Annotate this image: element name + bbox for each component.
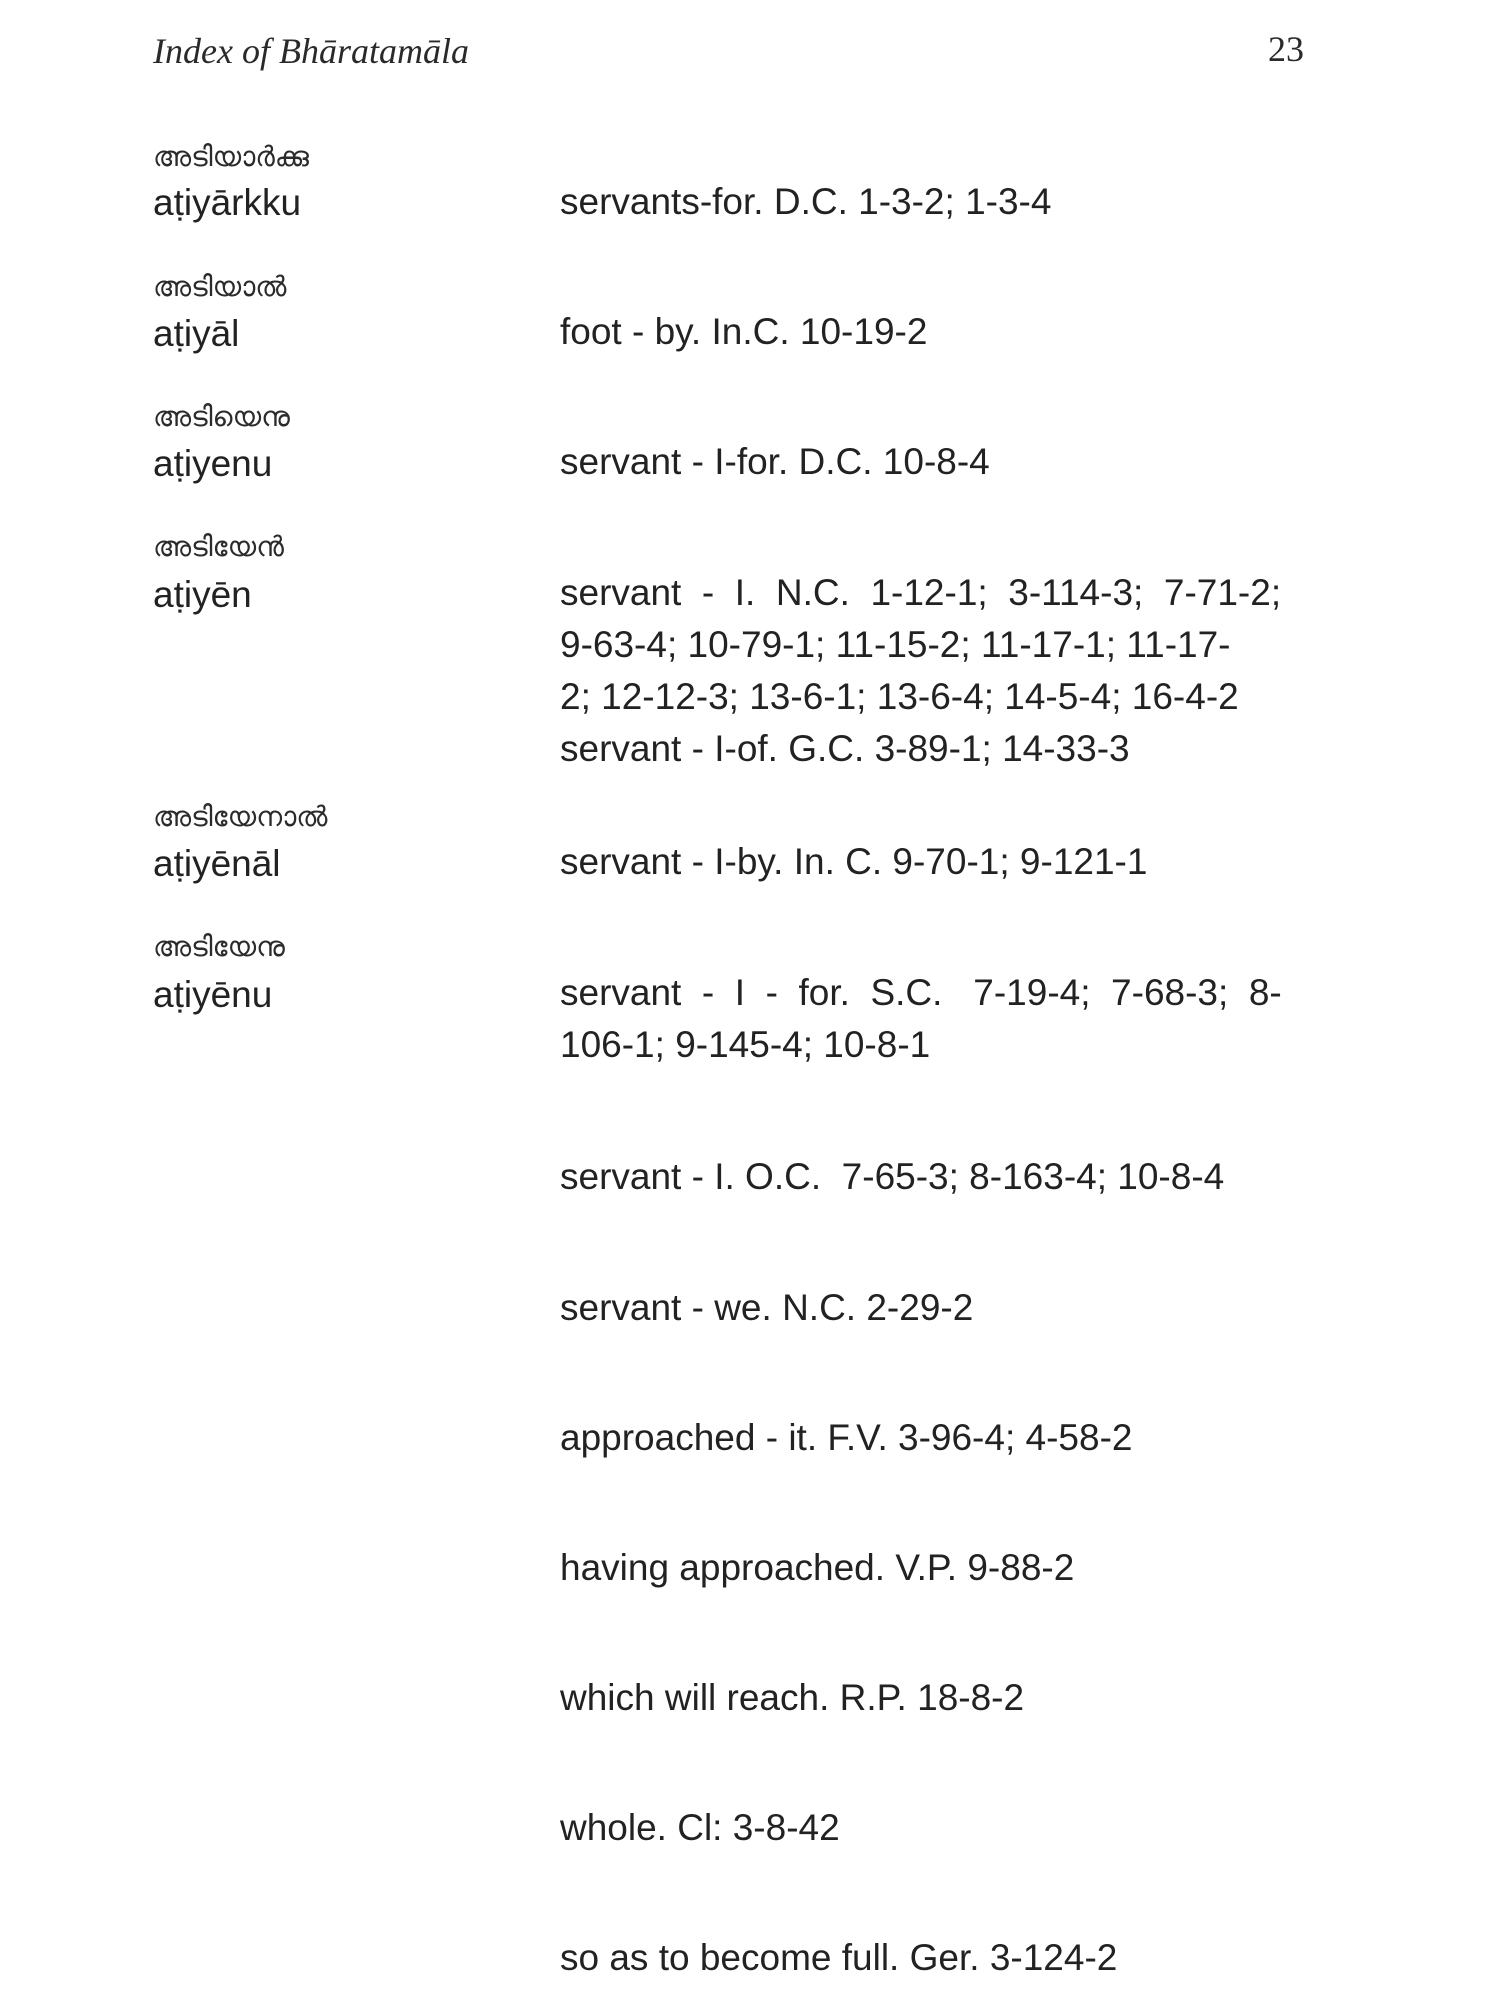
definition-line: servant - I. N.C. 1-12-1; 3-114-3; 7-71-2; — [560, 572, 1282, 613]
definition-line: having approached. V.P. 9-88-2 — [560, 1547, 1075, 1588]
definition-line: servant - we. N.C. 2-29-2 — [560, 1287, 974, 1328]
continued-definition-5 — [560, 1672, 1350, 1724]
definition-line: so as to become full. Ger. 3-124-2 — [560, 1937, 1118, 1978]
entry-5-malayalam: അടിയേനാൽ — [153, 800, 328, 833]
definition-line: 2; 12-12-3; 13-6-1; 13-6-4; 14-5-4; 16-4-2 — [560, 676, 1239, 717]
definition-line: whole. Cl: 3-8-42 — [560, 1807, 840, 1848]
definition-line: servant - I-for. D.C. 10-8-4 — [560, 441, 990, 482]
continued-definition-6 — [560, 1802, 1350, 1854]
definition-line: 106-1; 9-145-4; 10-8-1 — [560, 1024, 931, 1065]
entry-6-transliteration: aṭiyēnu — [153, 974, 273, 1015]
running-head-title: Index of Bhāratamāla — [153, 31, 469, 71]
continued-definition-4 — [560, 1542, 1350, 1594]
entry-4-transliteration: aṭiyēn — [153, 574, 252, 615]
entry-4-definition — [560, 567, 1350, 775]
page-number: 23 — [1268, 29, 1304, 69]
entry-2-transliteration: aṭiyāl — [153, 313, 240, 354]
entry-4-malayalam: അടിയേൻ — [153, 530, 284, 563]
entry-2-malayalam: അടിയാൽ — [153, 270, 287, 303]
continued-definition-2 — [560, 1282, 1350, 1334]
definition-line: approached - it. F.V. 3-96-4; 4-58-2 — [560, 1417, 1133, 1458]
entry-3-transliteration: aṭiyenu — [153, 443, 273, 484]
entry-1-malayalam: അടിയാർക്കു — [153, 140, 309, 173]
entry-3-definition — [560, 436, 1350, 488]
definition-line: servant - I. O.C. 7-65-3; 8-163-4; 10-8-4 — [560, 1156, 1225, 1197]
continued-definition-1 — [560, 1151, 1350, 1203]
definition-line: foot - by. In.C. 10-19-2 — [560, 311, 928, 352]
entry-5-transliteration: aṭiyēnāl — [153, 843, 281, 884]
definition-line: servant - I-of. G.C. 3-89-1; 14-33-3 — [560, 728, 1130, 769]
definition-line: 9-63-4; 10-79-1; 11-15-2; 11-17-1; 11-17- — [560, 624, 1231, 665]
entry-1-definition — [560, 176, 1350, 228]
entry-6-definition — [560, 967, 1350, 1071]
definition-line: servant - I-by. In. C. 9-70-1; 9-121-1 — [560, 841, 1148, 882]
entry-1-transliteration: aṭiyārkku — [153, 182, 302, 223]
definition-line: servants-for. D.C. 1-3-2; 1-3-4 — [560, 181, 1052, 222]
continued-definition-3 — [560, 1412, 1350, 1464]
definition-line: servant - I - for. S.C. 7-19-4; 7-68-3; 8- — [560, 972, 1282, 1013]
entry-3-malayalam: അടിയെനു — [153, 400, 290, 433]
definition-line: which will reach. R.P. 18-8-2 — [560, 1677, 1025, 1718]
continued-definition-7 — [560, 1932, 1350, 1984]
entry-2-definition — [560, 306, 1350, 358]
entry-6-malayalam: അടിയേനു — [153, 930, 285, 963]
entry-5-definition — [560, 836, 1350, 888]
